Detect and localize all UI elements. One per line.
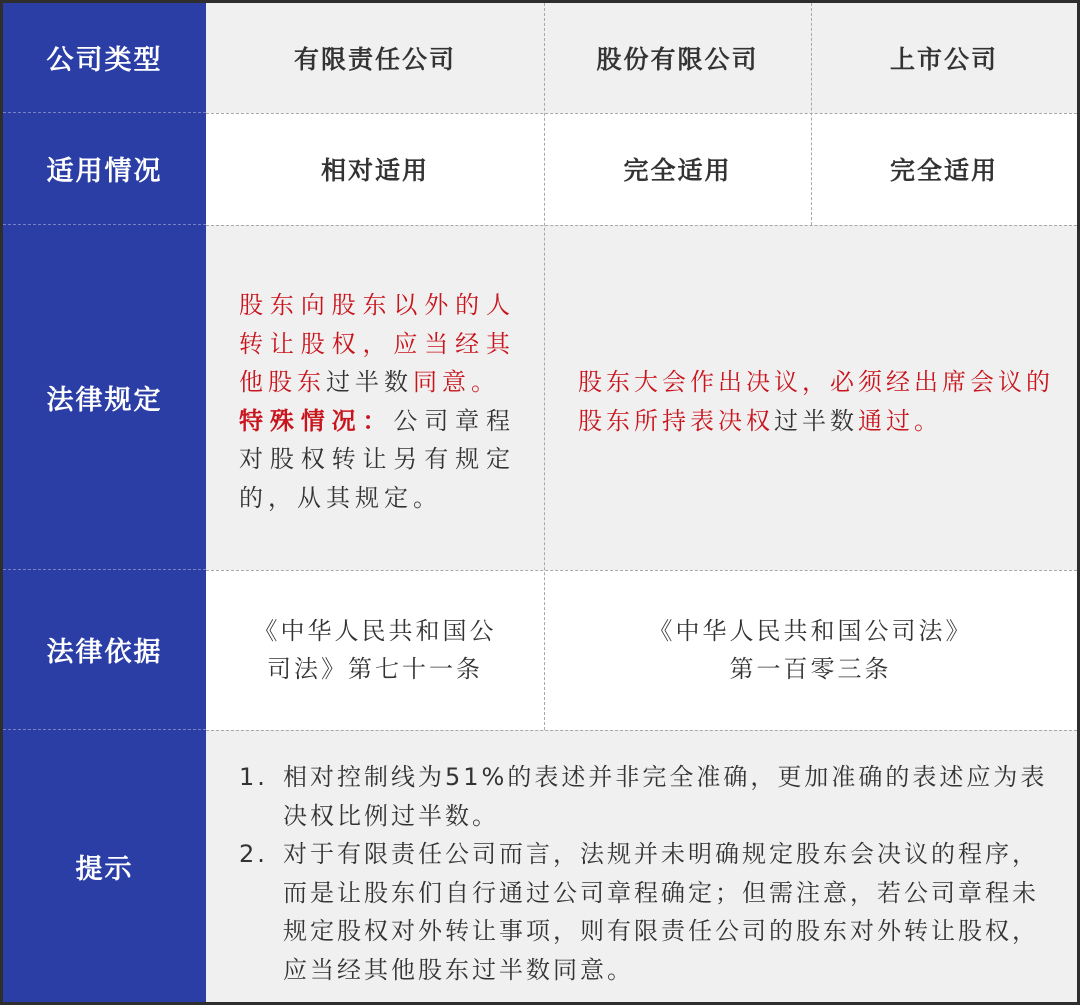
- legal-basis-joint-stock-line2: 第一百零三条: [729, 655, 892, 683]
- legal-basis-llc-line1: 《中华人民共和国公: [253, 617, 497, 645]
- legal-basis-joint-stock: [544, 570, 1077, 730]
- row-header-tips: 提示: [75, 853, 134, 885]
- row-divider: [206, 730, 1077, 731]
- list-item: [239, 835, 1051, 989]
- list-item: [239, 758, 1051, 835]
- row-header-applicability: 适用情况: [3, 113, 206, 225]
- special-case-label: 特殊情况：: [239, 406, 394, 435]
- tip-number: 2.: [239, 840, 268, 868]
- legal-basis-joint-stock-line1: 《中华人民共和国公司法》: [648, 617, 973, 645]
- legal-provision-joint-stock: [578, 363, 1056, 440]
- tip-number: 1.: [239, 763, 268, 791]
- legal-provision-llc: [239, 286, 515, 517]
- applicability-joint-stock: 完全适用: [623, 156, 732, 185]
- company-type-listed: 上市公司: [889, 45, 998, 74]
- tip-text: 对于有限责任公司而言，法规并未明确规定股东会决议的程序，而是让股东们自行通过公司章程确定；但需注意，若公司章程未规定股权对外转让事项，则有限责任公司的股东对外转让股权，应当经其他股东过半数同意。: [283, 840, 1039, 984]
- provision-resolution-majority: 过半数: [774, 406, 858, 435]
- applicability-llc: 相对适用: [320, 156, 429, 185]
- applicability-listed: 完全适用: [889, 156, 998, 185]
- tips-list: [239, 758, 1051, 989]
- provision-rule-majority: 过半数: [326, 368, 413, 396]
- provision-resolution-passed: 通过。: [858, 406, 942, 435]
- special-case-text: 公司章程对股权转让另有规定的，从其规定。: [239, 406, 515, 512]
- row-header-column: [3, 3, 206, 1002]
- row-header-company-type: 公司类型: [3, 3, 206, 113]
- provision-rule-red: 股东向股东以外的人转让股权，应当经其他股东: [239, 291, 515, 396]
- company-type-llc: 有限责任公司: [293, 45, 456, 74]
- row-divider: [206, 225, 1077, 226]
- provision-resolution-red: 股东大会作出决议，必须经出席会议的股东所持表决权: [578, 368, 1054, 435]
- tip-text: 相对控制线为51%的表述并非完全准确，更加准确的表述应为表决权比例过半数。: [283, 763, 1048, 830]
- company-type-joint-stock: 股份有限公司: [596, 45, 759, 74]
- provision-rule-consent: 同意。: [413, 368, 500, 396]
- legal-basis-llc-line2: 司法》第七十一条: [267, 655, 483, 683]
- row-header-legal-provision: 法律规定: [3, 225, 206, 570]
- row-header-legal-basis: 法律依据: [3, 570, 206, 730]
- legal-basis-llc: [206, 570, 544, 730]
